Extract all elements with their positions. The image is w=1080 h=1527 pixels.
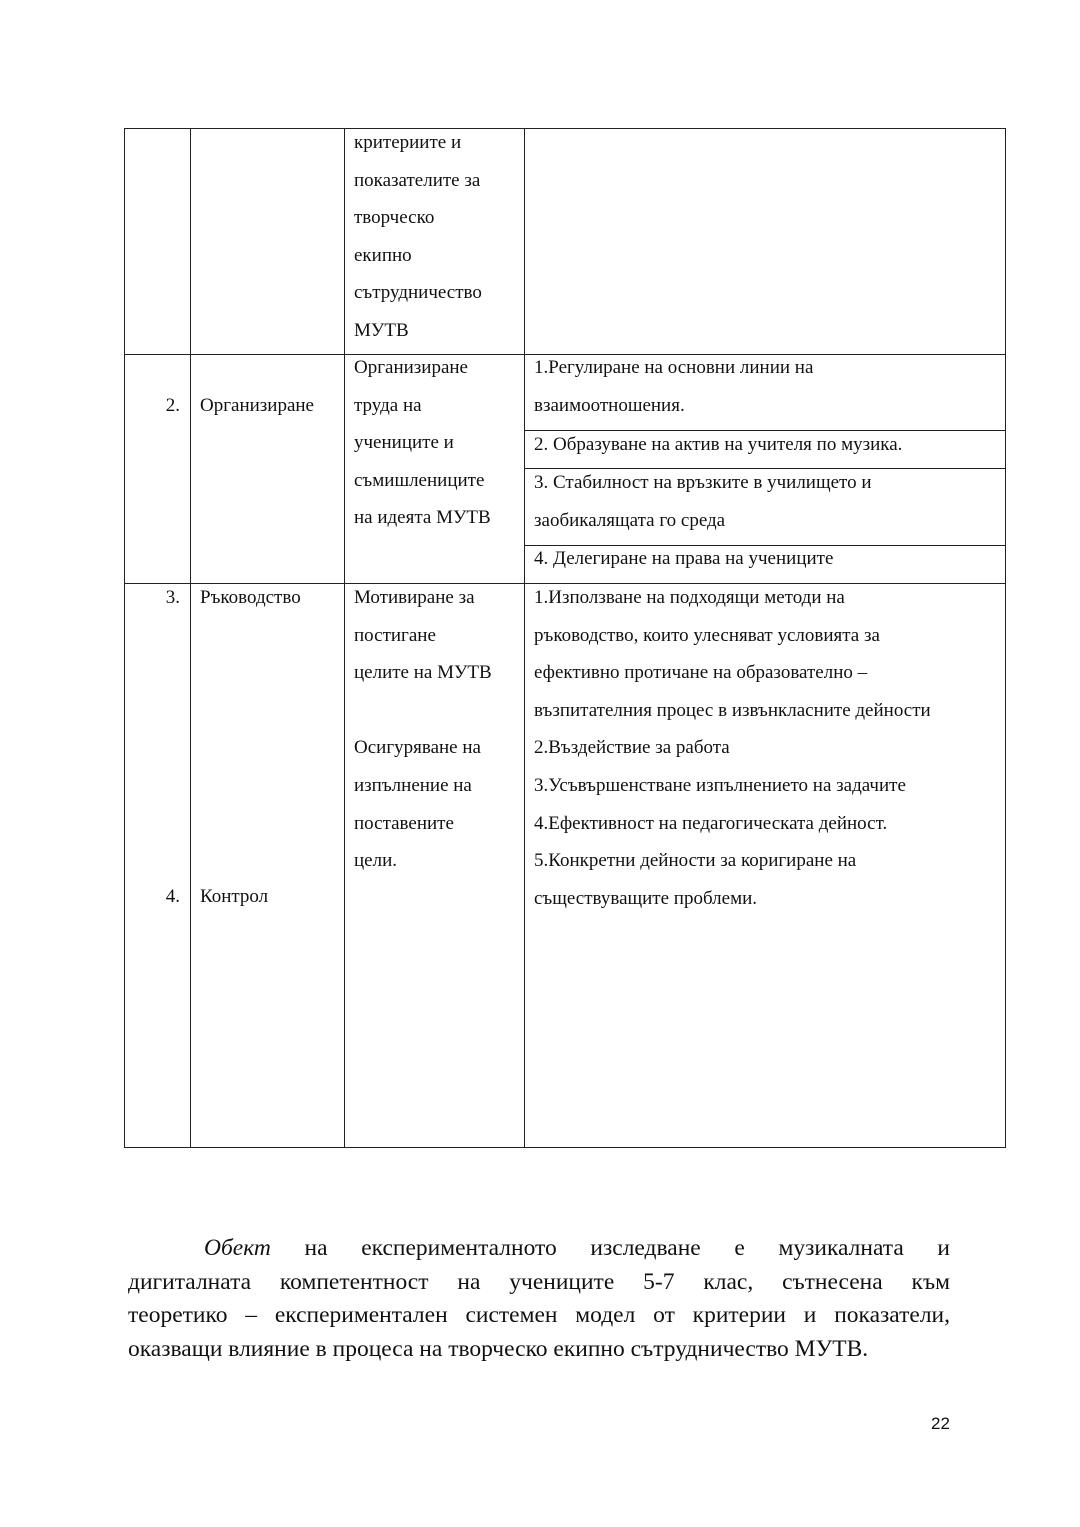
paragraph-line: дигиталната компетентност на учениците 5-7 клас, сътнесена към xyxy=(128,1268,950,1295)
table-border-bottom xyxy=(124,1147,1006,1148)
stage-name: Контрол xyxy=(200,886,269,907)
cell-line: заобикалящата го среда xyxy=(534,509,726,531)
cell-line: ръководство, които улесняват условията за xyxy=(534,624,880,646)
paragraph-text: на експерименталното изследване е музикалната и xyxy=(270,1235,950,1261)
criteria-table xyxy=(124,128,1006,1148)
cell-line: труда на xyxy=(354,394,422,416)
cell-line: 1.Регулиране на основни линии на xyxy=(534,357,814,378)
italic-term: Обект xyxy=(204,1235,271,1261)
body-paragraph xyxy=(128,1232,950,1366)
cell-line: 3.Усъвършенстване изпълнението на задачите xyxy=(534,774,906,796)
row-number: 4. xyxy=(165,886,180,907)
cell-line: 3. Стабилност на връзките в училището и xyxy=(534,472,872,493)
row2-item-3 xyxy=(534,464,872,539)
cell-line: критериите и xyxy=(354,132,462,153)
cell-line: екипно xyxy=(354,244,412,266)
row3-activities-cell xyxy=(534,579,931,917)
cell-line: изпълнение на xyxy=(354,774,472,796)
row2-item-4 xyxy=(534,540,833,578)
row3-objective-cell xyxy=(354,579,492,880)
row-number: 2. xyxy=(165,395,180,416)
cell-line: 4. Делегиране на права на учениците xyxy=(534,548,834,569)
cell-line: Организиране xyxy=(354,357,468,378)
cell-line: 2.Въздействие за работа xyxy=(534,737,730,759)
column-divider xyxy=(524,128,525,1148)
paragraph-line: теоретико – експериментален системен модел от критерии и показатели, xyxy=(128,1302,950,1328)
cell-line: показателите за xyxy=(354,169,481,191)
cell-line: възпитателния процес в извънкласните дейности xyxy=(534,699,931,721)
cell-line: сътрудничество xyxy=(354,282,482,304)
cell-line: постигане xyxy=(354,624,436,646)
table-border-left xyxy=(124,128,125,1148)
cell-line xyxy=(354,692,492,730)
row-number: 3. xyxy=(165,587,180,608)
table-border-right xyxy=(1005,128,1006,1148)
paragraph-line: оказващи влияние в процеса на творческо екипно сътрудничество МУТВ. xyxy=(128,1335,869,1362)
cell-line: целите на МУТВ xyxy=(354,662,492,684)
cell-line: 4.Ефективност на педагогическата дейност. xyxy=(534,812,888,834)
cell-line: взаимоотношения. xyxy=(534,394,685,416)
cell-line: поставените xyxy=(354,812,454,834)
cell-line: цели. xyxy=(354,850,398,872)
stage-name: Организиране xyxy=(200,395,314,416)
cell-line: учениците и xyxy=(354,432,454,454)
stage-name: Ръководство xyxy=(200,587,301,608)
cell-line: творческо xyxy=(354,207,435,229)
cell-line: Мотивиране за xyxy=(354,587,475,608)
row2-item-2 xyxy=(534,426,902,464)
column-divider xyxy=(190,128,191,1148)
cell-line: ефективно протичане на образователно – xyxy=(534,662,868,684)
cell-line: МУТВ xyxy=(354,319,409,341)
page-number: 22 xyxy=(931,1414,950,1433)
row1-objective-cell xyxy=(354,124,482,350)
paragraph-line xyxy=(128,1232,950,1266)
table-border-top xyxy=(124,128,1006,129)
cell-line: 2. Образуване на актив на учителя по музика. xyxy=(534,434,903,455)
column-divider xyxy=(344,128,345,1148)
cell-line: 1.Използване на подходящи методи на xyxy=(534,587,845,608)
cell-line: съмишлениците xyxy=(354,469,485,491)
row2-objective-cell xyxy=(354,349,491,537)
cell-line: на идеята МУТВ xyxy=(354,507,491,529)
row2-item-1 xyxy=(534,349,813,424)
cell-line: Осигуряване на xyxy=(354,737,481,759)
cell-line: 5.Конкретни дейности за коригиране на xyxy=(534,850,857,872)
cell-line: съществуващите проблеми. xyxy=(534,887,758,909)
